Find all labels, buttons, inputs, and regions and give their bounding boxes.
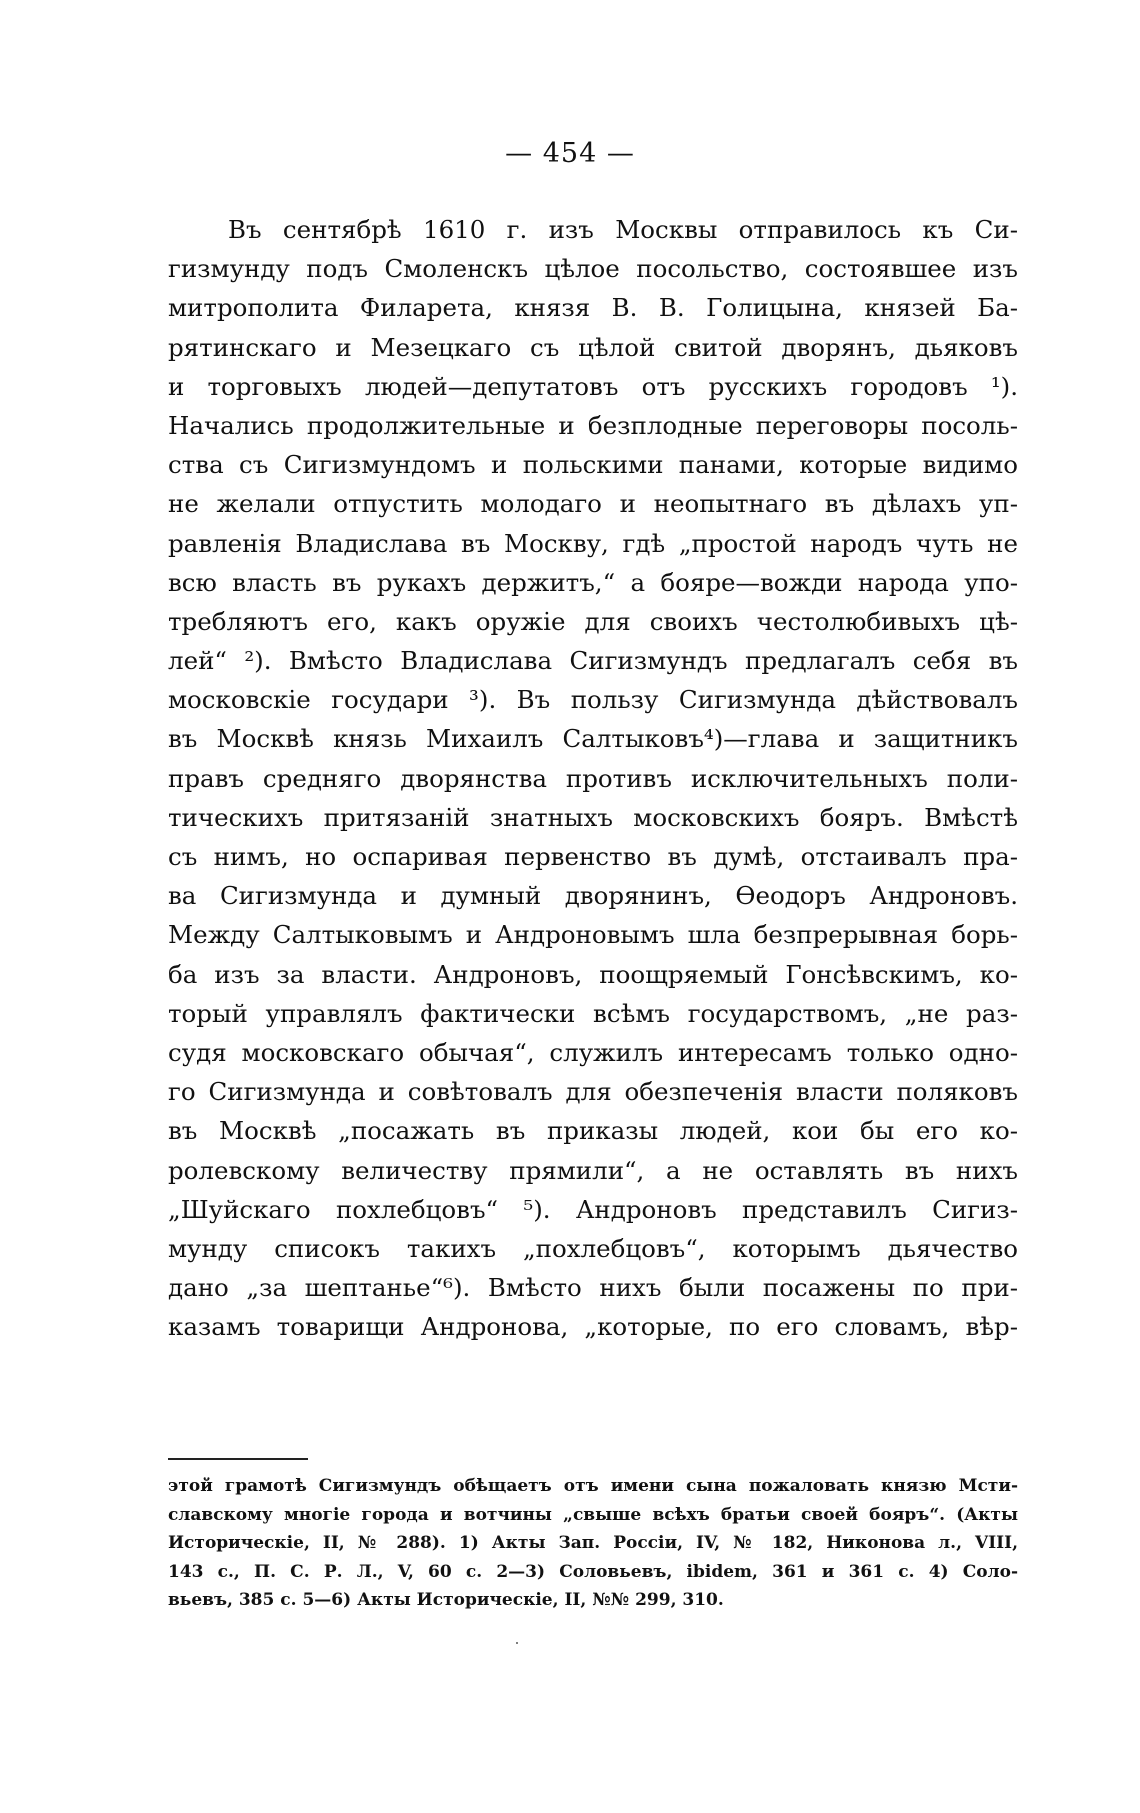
text-line: тическихъ притязаній знатныхъ московскихъ бояръ. Вмѣстѣ [168,802,1018,832]
footnote-divider [168,1458,308,1460]
text-line: съ нимъ, но оспаривая первенство въ думѣ, отстаивалъ пра- [168,842,1018,871]
text-line: го Сигизмунда и совѣтовалъ для обезпеченія власти поляковъ [168,1077,1018,1107]
text-line: Въ сентябрѣ 1610 г. изъ Москвы отправилось къ Си- [228,215,1018,244]
text-line: равленія Владислава въ Москву, гдѣ „простой народъ чуть не [168,528,1018,558]
text-line: въ Москвѣ князь Михаилъ Салтыковъ⁴)—глава и защитникъ [168,724,1018,754]
text-line: торый управлялъ фактически всѣмъ государствомъ, „не раз- [168,998,1018,1028]
text-line: не желали отпустить молодаго и неопытнаго въ дѣлахъ уп- [168,489,1018,519]
main-text [168,210,1018,1346]
text-line: рятинскаго и Мезецкаго съ цѣлой свитой дворянъ, дьяковъ [168,332,1018,362]
text-line: ролевскому величеству прямили“, а не оставлять въ нихъ [168,1155,1018,1185]
text-line: митрополита Филарета, князя В. В. Голицына, князей Ба- [168,293,1018,323]
text-line: казамъ товарищи Андронова, „которые, по его словамъ, вѣр- [168,1312,1018,1342]
footnote-line: славскому многіе города и вотчины „свыше всѣхъ братьи своей бояръ“. (Акты [168,1504,1018,1525]
text-line: лей“ ²). Вмѣсто Владислава Сигизмундъ предлагалъ себя въ [168,646,1018,676]
text-line: Между Салтыковымъ и Андроновымъ шла безпрерывная борь- [168,920,1018,950]
text-line: московскіе государи ³). Въ пользу Сигизмунда дѣйствовалъ [168,685,1018,715]
text-line: всю власть въ рукахъ держитъ,“ а бояре—вожди народа упо- [168,567,1018,597]
footnote-line: 143 с., П. С. Р. Л., V, 60 с. 2—3) Соловьевъ, ibidem, 361 и 361 с. 4) Соло- [168,1561,1018,1582]
paper-speck [516,1642,518,1644]
text-line: ства съ Сигизмундомъ и польскими панами, которые видимо [168,450,1018,480]
text-line: правъ средняго дворянства противъ исключительныхъ поли- [168,763,1018,793]
text-line: мунду списокъ такихъ „похлебцовъ“, которымъ дьячество [168,1233,1018,1263]
text-line: Начались продолжительные и безплодные переговоры посоль- [168,410,1018,440]
text-line: дано „за шептанье“⁶). Вмѣсто нихъ были посажены по при- [168,1273,1018,1303]
text-line: гизмунду подъ Смоленскъ цѣлое посольство, состоявшее изъ [168,254,1018,284]
footnote-line: Историческіе, II, № 288). 1) Акты Зап. Россіи, IV, № 182, Никонова л., VIII, [168,1533,1018,1554]
text-line: въ Москвѣ „посажать въ приказы людей, кои бы его ко- [168,1116,1018,1146]
text-line: ба изъ за власти. Андроновъ, поощряемый Гонсѣвскимъ, ко- [168,959,1018,989]
footnote-line: вьевъ, 385 с. 5—6) Акты Историческіе, II, №№ 299, 310. [168,1590,724,1611]
text-line: судя московскаго обычая“, служилъ интересамъ только одно- [168,1037,1018,1067]
text-line: требляютъ его, какъ оружіе для своихъ честолюбивыхъ цѣ- [168,606,1018,636]
page-number: — 454 — [505,138,635,169]
text-line: и торговыхъ людей—депутатовъ отъ русскихъ городовъ ¹). [168,371,1018,401]
footnotes [168,1472,1018,1615]
text-line: „Шуйскаго похлебцовъ“ ⁵). Андроновъ представилъ Сигиз- [168,1194,1018,1224]
footnote-line: этой грамотѣ Сигизмундъ обѣщаетъ отъ имени сына пожаловать князю Мсти- [168,1476,1018,1496]
text-line: ва Сигизмунда и думный дворянинъ, Ѳеодоръ Андроновъ. [168,881,1018,911]
